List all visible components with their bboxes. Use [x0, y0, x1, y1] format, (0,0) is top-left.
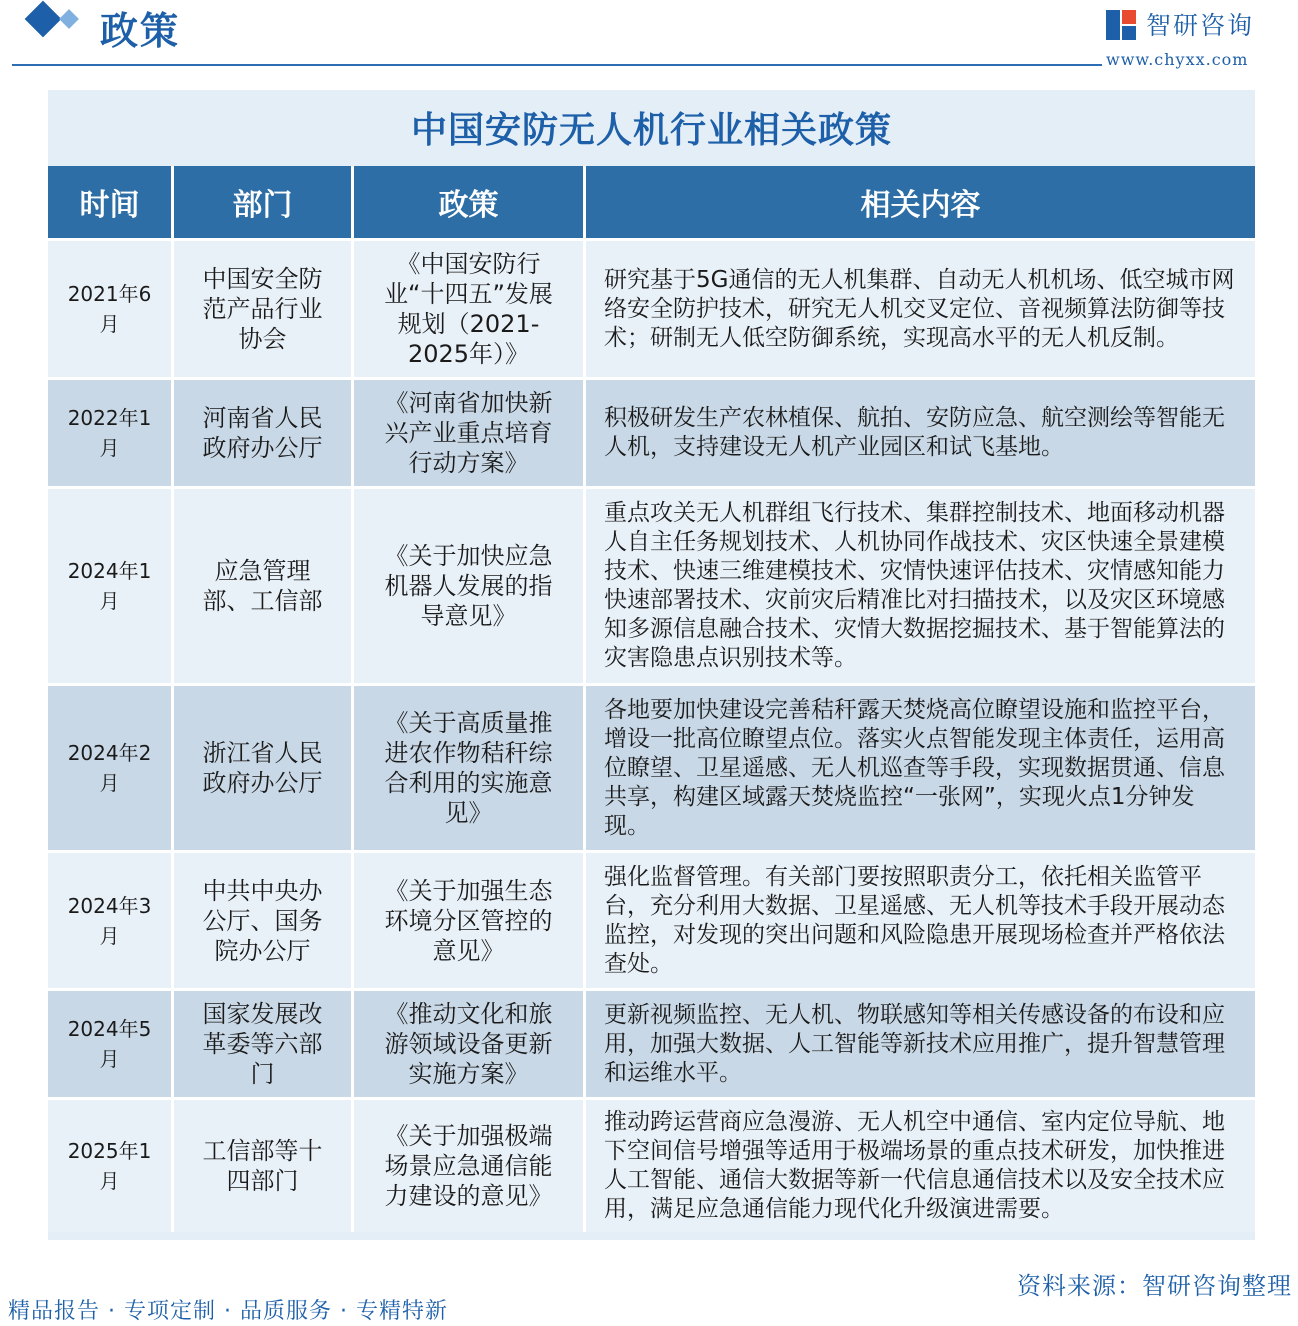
cell-content: 更新视频监控、无人机、物联感知等相关传感设备的布设和应用，加强大数据、人工智能等新技术应用推广，提升智慧管理和运维水平。: [586, 988, 1255, 1097]
table-row: [48, 1097, 1255, 1232]
cell-dept: 国家发展改革委等六部门: [174, 988, 354, 1097]
section-title: 政策: [100, 8, 181, 53]
cell-policy: 《中国安防行业“十四五”发展规划（2021-2025年）》: [354, 238, 586, 377]
cell-dept: 浙江省人民政府办公厅: [174, 683, 354, 850]
page-header: [0, 0, 1298, 70]
policy-table: [48, 166, 1255, 1232]
cell-time: 2024年3月: [48, 850, 174, 988]
cell-time: 2025年1月: [48, 1097, 174, 1232]
column-header-content: 相关内容: [586, 166, 1255, 238]
table-row: [48, 988, 1255, 1097]
cell-dept: 中共中央办公厅、国务院办公厅: [174, 850, 354, 988]
cell-policy: 《河南省加快新兴产业重点培育行动方案》: [354, 377, 586, 486]
cell-content: 强化监督管理。有关部门要按照职责分工，依托相关监管平台，充分利用大数据、卫星遥感、无人机等技术手段开展动态监控，对发现的突出问题和风险隐患开展现场检查并严格依法查处。: [586, 850, 1255, 988]
chyxx-logo-icon: [1106, 10, 1136, 40]
table-header-row: [48, 166, 1255, 238]
table-title: 中国安防无人机行业相关政策: [410, 109, 892, 151]
logo-name: 智研咨询: [1146, 11, 1255, 40]
table-row: [48, 850, 1255, 988]
column-header-time: 时间: [48, 166, 174, 238]
cell-policy: 《关于加快应急机器人发展的指导意见》: [354, 486, 586, 683]
source-note: 资料来源：智研咨询整理: [1017, 1272, 1292, 1300]
column-header-dept: 部门: [174, 166, 354, 238]
header-divider: [12, 64, 1102, 66]
table-row: [48, 683, 1255, 850]
column-header-policy: 政策: [354, 166, 586, 238]
cell-time: 2024年5月: [48, 988, 174, 1097]
table-row: [48, 238, 1255, 377]
footer-slogan: 精品报告 · 专项定制 · 品质服务 · 专精特新: [8, 1299, 448, 1324]
logo-url: www.chyxx.com: [1106, 50, 1249, 69]
cell-dept: 中国安全防范产品行业协会: [174, 238, 354, 377]
cell-time: 2022年1月: [48, 377, 174, 486]
cell-policy: 《关于加强极端场景应急通信能力建设的意见》: [354, 1097, 586, 1232]
cell-policy: 《推动文化和旅游领域设备更新实施方案》: [354, 988, 586, 1097]
cell-time: 2024年2月: [48, 683, 174, 850]
cell-content: 推动跨运营商应急漫游、无人机空中通信、室内定位导航、地下空间信号增强等适用于极端场景的重点技术研发，加快推进人工智能、通信大数据等新一代信息通信技术以及安全技术应用，满足应急通信能力现代化升级演进需要。: [586, 1097, 1255, 1232]
diamond-icon: [25, 1, 62, 38]
cell-dept: 应急管理部、工信部: [174, 486, 354, 683]
table-row: [48, 377, 1255, 486]
cell-time: 2021年6月: [48, 238, 174, 377]
cell-policy: 《关于加强生态环境分区管控的意见》: [354, 850, 586, 988]
cell-content: 研究基于5G通信的无人机集群、自动无人机机场、低空城市网络安全防护技术，研究无人机交叉定位、音视频算法防御等技术；研制无人低空防御系统，实现高水平的无人机反制。: [586, 238, 1255, 377]
brand-logo: [1106, 6, 1276, 69]
cell-dept: 工信部等十四部门: [174, 1097, 354, 1232]
cell-content: 各地要加快建设完善秸秆露天焚烧高位瞭望设施和监控平台，增设一批高位瞭望点位。落实火点智能发现主体责任，运用高位瞭望、卫星遥感、无人机巡查等手段，实现数据贯通、信息共享，构建区域露天焚烧监控“一张网”，实现火点1分钟发现。: [586, 683, 1255, 850]
cell-content: 重点攻关无人机群组飞行技术、集群控制技术、地面移动机器人自主任务规划技术、人机协同作战技术、灾区快速全景建模技术、快速三维建模技术、灾情快速评估技术、灾情感知能力快速部署技术、灾前灾后精准比对扫描技术，以及灾区环境感知多源信息融合技术、灾情大数据挖掘技术、基于智能算法的灾害隐患点识别技术等。: [586, 486, 1255, 683]
cell-time: 2024年1月: [48, 486, 174, 683]
table-row: [48, 486, 1255, 683]
cell-content: 积极研发生产农林植保、航拍、安防应急、航空测绘等智能无人机，支持建设无人机产业园区和试飞基地。: [586, 377, 1255, 486]
cell-dept: 河南省人民政府办公厅: [174, 377, 354, 486]
cell-policy: 《关于高质量推进农作物秸秆综合利用的实施意见》: [354, 683, 586, 850]
small-diamond-icon: [59, 9, 79, 29]
